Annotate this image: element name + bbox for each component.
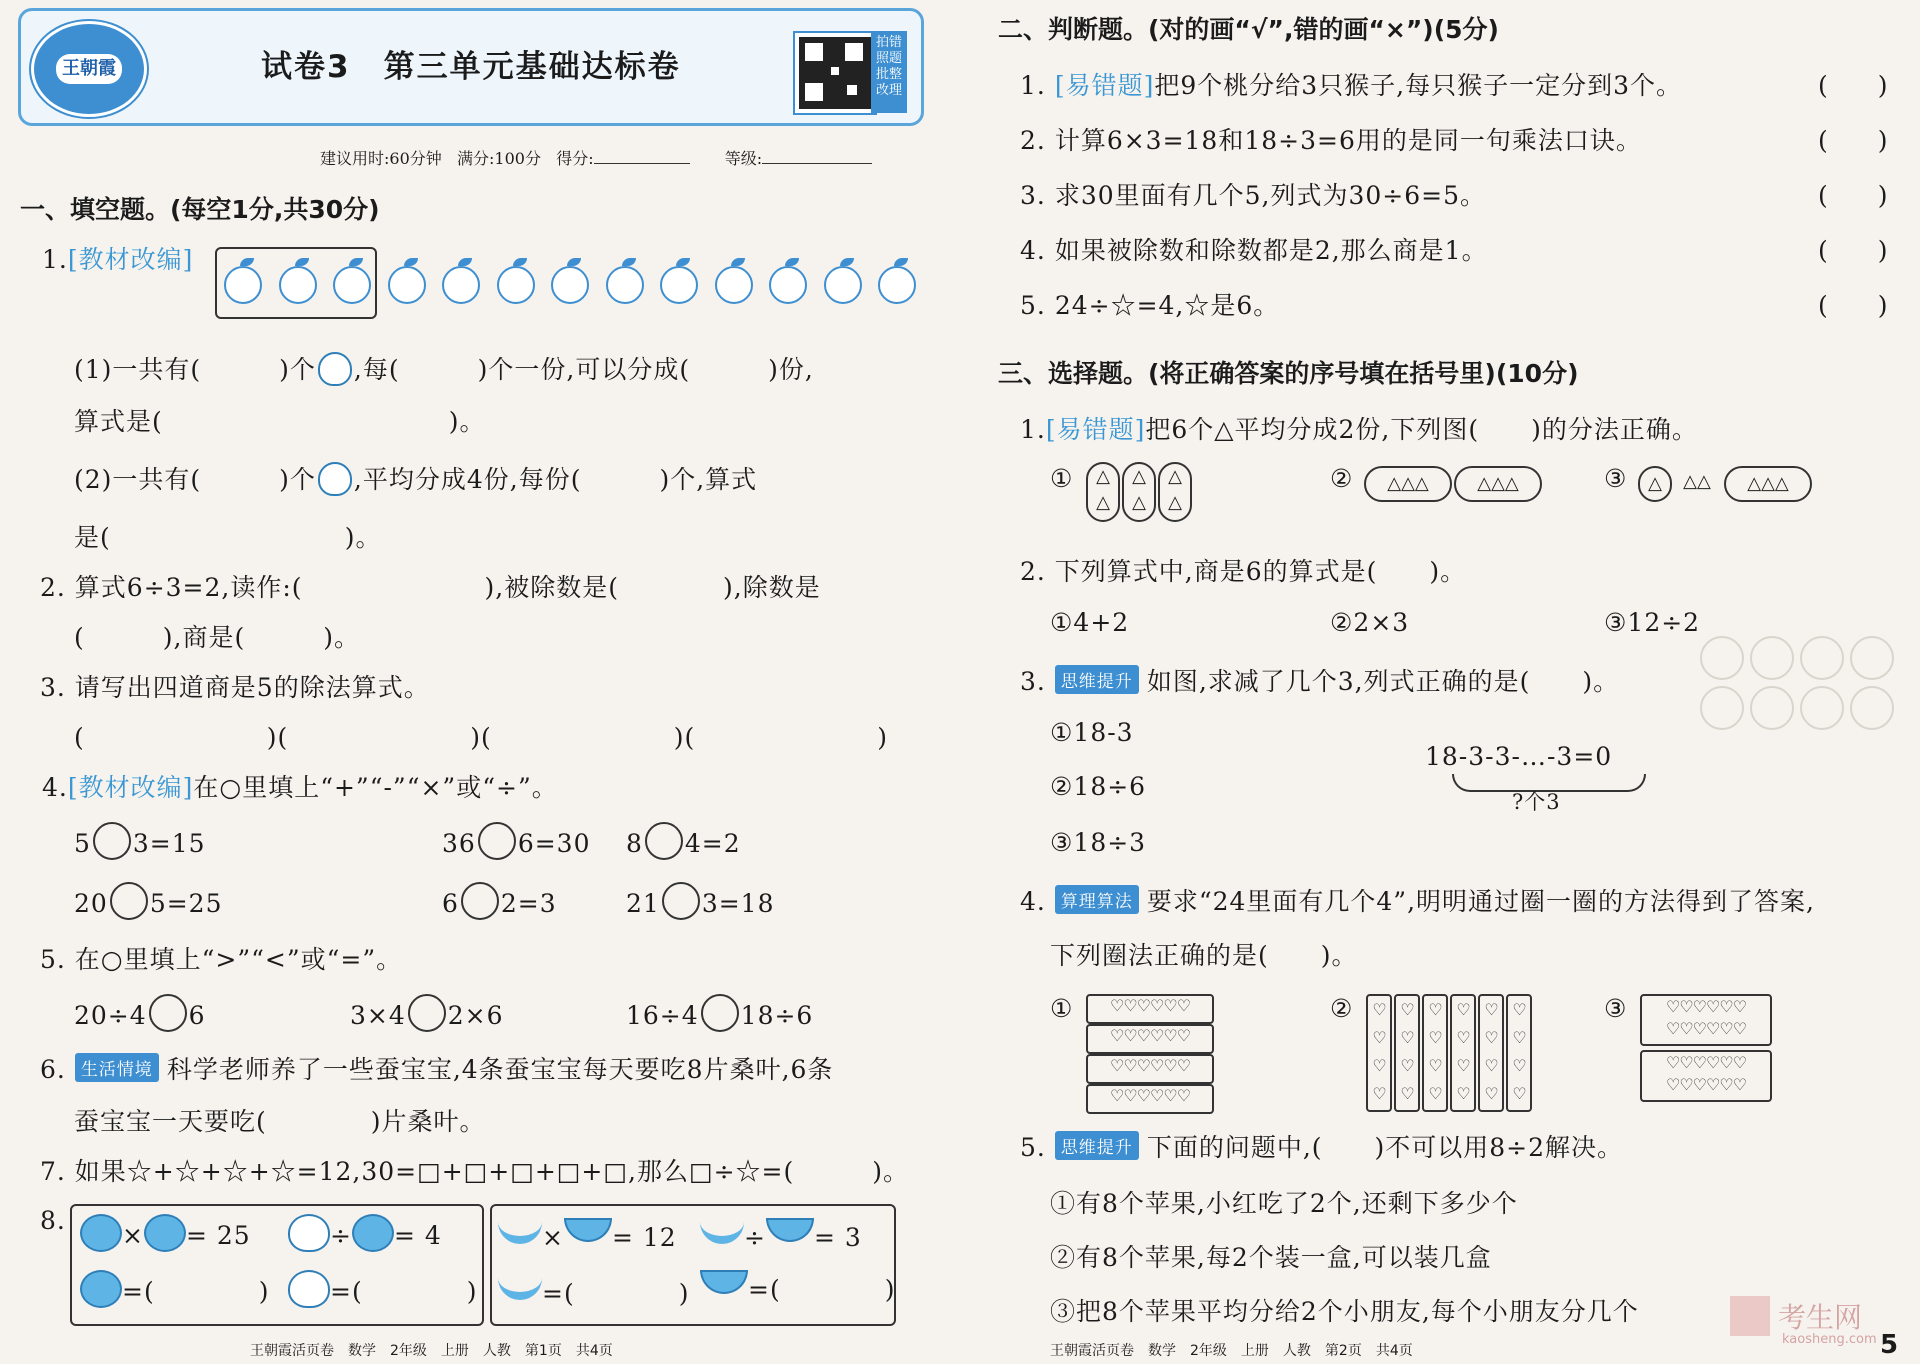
apple-icon <box>352 1214 394 1252</box>
c4-opt3-box: ♡♡♡♡♡♡ ♡♡♡♡♡♡ <box>1640 1050 1772 1102</box>
watermelon-icon <box>564 1218 612 1242</box>
judge-answer-blank[interactable]: ( ) <box>1818 71 1888 100</box>
c5-opt-b[interactable]: ②有8个苹果,每2个装一盒,可以装几盒 <box>1050 1243 1492 1272</box>
c4-opt1-box: ♡♡♡♡♡♡ <box>1086 994 1214 1024</box>
watermark-text: 考生网 <box>1778 1301 1863 1334</box>
logo-text: 王朝霞 <box>56 54 122 84</box>
c3-figure-eq: 18-3-3-…-3=0 <box>1425 742 1613 771</box>
c4-opt2-column: ♡ ♡ ♡ ♡ <box>1422 994 1448 1112</box>
c4-opt2-label: ② <box>1330 994 1354 1023</box>
fruit-icon <box>318 352 352 386</box>
fruit-icon <box>715 266 753 304</box>
q4-tag: [教材改编] <box>67 773 194 802</box>
c3-badge: 思维提升 <box>1055 665 1139 694</box>
judge-item: 5. 24÷☆=4,☆是6。 <box>1020 291 1280 320</box>
ball-icon <box>1850 636 1894 680</box>
c5-line: 5. 思维提升 下面的问题中,( )不可以用8÷2解决。 <box>1020 1133 1624 1162</box>
q2-line1: 2. 算式6÷3=2,读作:( ),被除数是( ),除数是 <box>40 573 821 602</box>
c2-opt-c[interactable]: ③12÷2 <box>1604 608 1701 637</box>
judge-answer-blank[interactable]: ( ) <box>1818 291 1888 320</box>
judge-item: 2. 计算6×3=18和18÷3=6用的是同一句乘法口诀。 <box>1020 126 1642 155</box>
answer-circle[interactable] <box>93 822 131 860</box>
left-footer: 王朝霞活页卷 数学 2年级 上册 人教 第1页 共4页 <box>250 1343 613 1359</box>
c3-line: 3. 思维提升 如图,求减了几个3,列式正确的是( )。 <box>1020 667 1620 696</box>
q6-badge: 生活情境 <box>75 1053 159 1082</box>
q8-eq2: ÷ = 4 <box>288 1214 442 1252</box>
banana-icon <box>498 1270 542 1300</box>
c2-opt-b[interactable]: ②2×3 <box>1330 608 1410 637</box>
banana-icon <box>700 1214 744 1244</box>
fruit-icon <box>318 462 352 496</box>
c3-opt-b[interactable]: ②18÷6 <box>1050 772 1147 801</box>
meta-grade: 等级: <box>724 149 763 168</box>
judge-answer-blank[interactable]: ( ) <box>1818 126 1888 155</box>
qr-tag: 拍错照题批整改理 <box>871 31 907 113</box>
c1-tag: [易错题] <box>1045 415 1146 444</box>
watermelon-icon <box>766 1218 814 1242</box>
q7-line: 7. 如果☆+☆+☆+☆=12,30=□+□+□+□+□,那么□÷☆=( )。 <box>40 1157 909 1186</box>
q5-line: 5. 在○里填上“>”“<”或“=”。 <box>40 945 403 974</box>
q8-ans-peach: =( ) <box>288 1270 477 1308</box>
c1-opt3-label: ③ <box>1604 464 1628 493</box>
fruit-icon <box>224 266 262 304</box>
c4-line1: 4. 算理算法 要求“24里面有几个4”,明明通过圈一圈的方法得到了答案, <box>1020 887 1815 916</box>
fruit-icon <box>333 266 371 304</box>
c5-opt-c[interactable]: ③把8个苹果平均分给2个小朋友,每个小朋友分几个 <box>1050 1297 1639 1326</box>
ball-icon <box>1700 636 1744 680</box>
c4-opt3-box: ♡♡♡♡♡♡ ♡♡♡♡♡♡ <box>1640 994 1772 1046</box>
grade-blank[interactable] <box>762 163 872 164</box>
c1-opt2-label: ② <box>1330 464 1354 493</box>
fruit-icon <box>551 266 589 304</box>
logo-icon <box>31 21 147 117</box>
score-blank[interactable] <box>594 163 690 164</box>
c1-opt2-group: △△△ <box>1454 466 1542 502</box>
fruit-icon <box>606 266 644 304</box>
q6-line2: 蚕宝宝一天要吃( )片桑叶。 <box>74 1107 486 1136</box>
watermark-url: kaosheng.com <box>1782 1332 1877 1347</box>
q3-blanks: ( )( )( )( ) <box>74 723 889 752</box>
q6-line1: 6. 生活情境 科学老师养了一些蚕宝宝,4条蚕宝宝每天要吃8片桑叶,6条 <box>40 1055 834 1084</box>
q3-line: 3. 请写出四道商是5的除法算式。 <box>40 673 430 702</box>
c4-opt2-column: ♡ ♡ ♡ ♡ <box>1506 994 1532 1112</box>
ball-icon <box>1750 686 1794 730</box>
fruit-icon <box>824 266 862 304</box>
watermelon-icon <box>700 1270 748 1294</box>
apple-icon <box>144 1214 186 1252</box>
q5-comparison: 20÷4 6 <box>74 994 206 1032</box>
ball-icon <box>1850 686 1894 730</box>
c3-opt-c[interactable]: ③18÷3 <box>1050 828 1147 857</box>
answer-circle[interactable] <box>408 994 446 1032</box>
peach-icon <box>288 1270 330 1308</box>
apple-icon <box>80 1214 122 1252</box>
c4-opt1-box: ♡♡♡♡♡♡ <box>1086 1084 1214 1114</box>
answer-circle[interactable] <box>645 822 683 860</box>
page-number: 5 <box>1880 1330 1900 1360</box>
watermark-logo-icon <box>1730 1296 1770 1336</box>
judge-item: 4. 如果被除数和除数都是2,那么商是1。 <box>1020 236 1488 265</box>
c1-opt1-group: △ △ <box>1158 462 1192 522</box>
q1-2-line: (2)一共有( )个 ,平均分成4份,每份( )个,算式 <box>74 460 757 496</box>
q5-comparison: 16÷4 18÷6 <box>626 994 813 1032</box>
meta-score: 得分: <box>556 149 594 168</box>
meta-full: 满分:100分 <box>457 149 541 168</box>
fruit-icon <box>388 266 426 304</box>
test-meta <box>320 146 902 169</box>
fruit-icon <box>769 266 807 304</box>
q1-1-formula: 算式是( )。 <box>74 407 486 436</box>
test-header <box>18 8 924 126</box>
ball-icon <box>1800 636 1844 680</box>
answer-circle[interactable] <box>149 994 187 1032</box>
c3-opt-a[interactable]: ①18-3 <box>1050 718 1134 747</box>
ball-icon <box>1800 686 1844 730</box>
q4-equation: 8 4=2 <box>626 822 741 860</box>
apple-icon <box>80 1270 122 1308</box>
answer-circle[interactable] <box>461 882 499 920</box>
c4-line2: 下列圈法正确的是( )。 <box>1050 941 1358 970</box>
q4-equation: 5 3=15 <box>74 822 206 860</box>
c1-opt3-group: △ <box>1638 466 1672 502</box>
answer-circle[interactable] <box>478 822 516 860</box>
c2-opt-a[interactable]: ①4+2 <box>1050 608 1130 637</box>
page-title: 试卷3 第三单元基础达标卷 <box>261 49 681 85</box>
ball-icon <box>1700 686 1744 730</box>
answer-circle[interactable] <box>662 882 700 920</box>
right-footer: 王朝霞活页卷 数学 2年级 上册 人教 第2页 共4页 <box>1050 1343 1413 1359</box>
fruit-icon <box>442 266 480 304</box>
judge-answer-blank[interactable]: ( ) <box>1818 181 1888 210</box>
c2-line: 2. 下列算式中,商是6的算式是( )。 <box>1020 557 1467 586</box>
q4-equation: 36 6=30 <box>442 822 590 860</box>
c4-opt2-column: ♡ ♡ ♡ ♡ <box>1366 994 1392 1112</box>
section-judge: 二、判断题。(对的画“√”,错的画“×”)(5分) <box>998 15 1499 44</box>
q1-2-formula: 是( )。 <box>74 523 382 552</box>
q5-comparison: 3×4 2×6 <box>350 994 504 1032</box>
right-page <box>960 0 1920 1364</box>
c4-opt1-box: ♡♡♡♡♡♡ <box>1086 1054 1214 1084</box>
q4-equation: 21 3=18 <box>626 882 774 920</box>
q8-num: 8. <box>40 1206 66 1235</box>
q4-line: 4.[教材改编]在○里填上“+”“-”“×”或“÷”。 <box>42 773 558 802</box>
q8-eq4: ÷ = 3 <box>700 1214 862 1252</box>
q2-line2: ( ),商是( )。 <box>74 623 360 652</box>
c1-opt1-group: △ △ <box>1122 462 1156 522</box>
c1-line: 1.[易错题]把6个△平均分成2份,下列图( )的分法正确。 <box>1020 415 1698 444</box>
c1-opt1-group: △ △ <box>1086 462 1120 522</box>
answer-circle[interactable] <box>110 882 148 920</box>
judge-item: 3. 求30里面有几个5,列式为30÷6=5。 <box>1020 181 1486 210</box>
section-fill-blank: 一、填空题。(每空1分,共30分) <box>20 195 380 224</box>
judge-tag: [易错题] <box>1054 71 1155 100</box>
c4-opt3-label: ③ <box>1604 994 1628 1023</box>
qr-code-icon[interactable] <box>795 33 875 113</box>
c4-opt2-column: ♡ ♡ ♡ ♡ <box>1450 994 1476 1112</box>
meta-time: 建议用时:60分钟 <box>320 149 442 168</box>
section-choice: 三、选择题。(将正确答案的序号填在括号里)(10分) <box>998 359 1579 388</box>
q4-equation: 20 5=25 <box>74 882 222 920</box>
c1-opt3-loose: △△ <box>1683 471 1711 492</box>
q1-label: 1.[教材改编] <box>42 245 194 274</box>
c4-badge: 算理算法 <box>1055 885 1139 914</box>
answer-circle[interactable] <box>701 994 739 1032</box>
q8-ans-apple: =( ) <box>80 1270 269 1308</box>
q8-eq1: × = 25 <box>80 1214 251 1252</box>
c5-badge: 思维提升 <box>1055 1131 1139 1160</box>
fruit-icon <box>660 266 698 304</box>
judge-answer-blank[interactable]: ( ) <box>1818 236 1888 265</box>
q1-tag: [教材改编] <box>67 245 194 274</box>
q8-ans-melon: =( ) <box>700 1270 895 1306</box>
c4-opt1-box: ♡♡♡♡♡♡ <box>1086 1024 1214 1054</box>
q1-1-line: (1)一共有( )个 ,每( )个一份,可以分成( )份, <box>74 350 814 386</box>
c1-opt2-group: △△△ <box>1364 466 1452 502</box>
c1-opt3-group: △△△ <box>1724 466 1812 502</box>
c1-opt1-label: ① <box>1050 464 1074 493</box>
c4-opt2-column: ♡ ♡ ♡ ♡ <box>1394 994 1420 1112</box>
c5-opt-a[interactable]: ①有8个苹果,小红吃了2个,还剩下多少个 <box>1050 1189 1518 1218</box>
c4-opt2-column: ♡ ♡ ♡ ♡ <box>1478 994 1504 1112</box>
q8-ans-banana: =( ) <box>498 1270 689 1310</box>
banana-icon <box>498 1214 542 1244</box>
ball-icon <box>1750 636 1794 680</box>
fruit-icon <box>497 266 535 304</box>
q4-equation: 6 2=3 <box>442 882 557 920</box>
peach-icon <box>288 1214 330 1252</box>
fruit-icon <box>279 266 317 304</box>
c4-opt1-label: ① <box>1050 994 1074 1023</box>
fruit-icon <box>878 266 916 304</box>
c3-brace-label: ?个3 <box>1512 790 1561 814</box>
judge-item: 1. [易错题]把9个桃分给3只猴子,每只猴子一定分到3个。 <box>1020 71 1682 100</box>
q8-eq3: × = 12 <box>498 1214 677 1252</box>
